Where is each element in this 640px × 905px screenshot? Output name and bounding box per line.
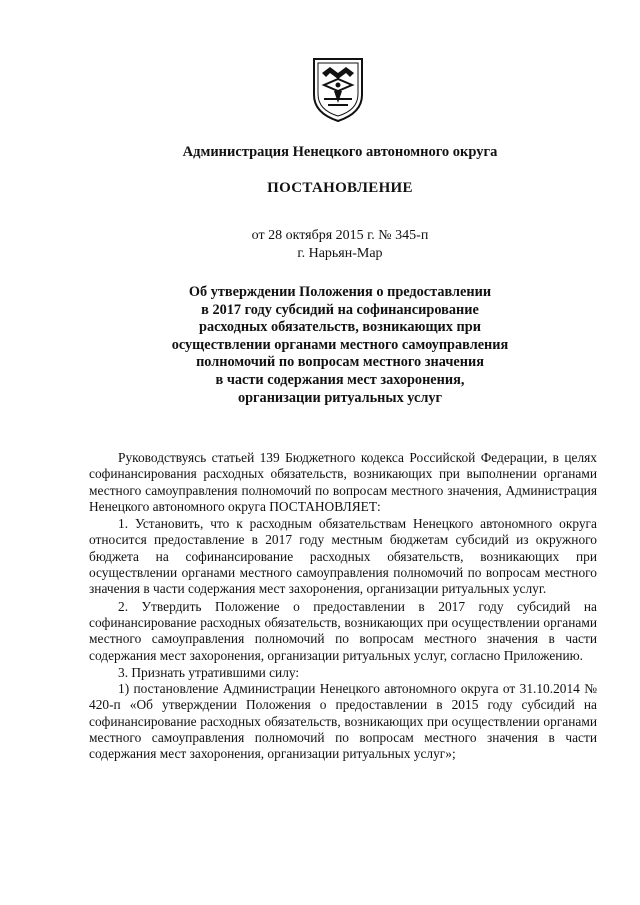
document-title [0, 284, 640, 407]
paragraph-item-3-1: 1) постановление Администрации Ненецкого автономного округа от 31.10.2014 № 420-п «Об утверждении Положения о предоставлении в 2015 году субсидий на софинансирование расходных обязательств, возникающих при осуществлении органами местного самоуправления полномочий по вопросам местного значения в части содержания мест захоронения, организации ритуальных услуг»; [89, 681, 597, 762]
document-type: ПОСТАНОВЛЕНИЕ [267, 180, 413, 196]
title-line: Об утверждении Положения о предоставлении [188, 284, 492, 300]
paragraph-item-3: 3. Признать утратившими силу: [118, 664, 300, 680]
title-line: организации ритуальных услуг [237, 389, 443, 406]
document-date-number: от 28 октября 2015 г. № 345-п [251, 228, 429, 243]
coat-of-arms-icon [310, 55, 366, 123]
title-line: осуществлении органами местного самоуправления [171, 336, 509, 353]
title-line: в 2017 году субсидий на софинансирование [201, 301, 479, 318]
paragraph-item-1: 1. Установить, что к расходным обязательствам Ненецкого автономного округа относится предоставление в 2017 году местным бюджетам субсидий из окружного бюджета на софинансирование расходных обязательств, возникающих при осуществлении органами местного самоуправления полномочий по вопросам местного значения в части содержания мест захоронения, организации ритуальных услуг. [89, 516, 597, 597]
title-line: полномочий по вопросам местного значения [196, 354, 484, 371]
paragraph-item-2: 2. Утвердить Положение о предоставлении в 2017 году субсидий на софинансирование расходных обязательств, возникающих при осуществлении органами местного самоуправления полномочий по вопросам местного значения в части содержания мест захоронения, организации ритуальных услуг, согласно Приложению. [89, 598, 597, 663]
document-body [89, 450, 597, 763]
preamble-paragraph: Руководствуясь статьей 139 Бюджетного кодекса Российской Федерации, в целях софинансирования расходных обязательств, возникающих при выполнении органами местного самоуправления полномочий по вопросам местного значения, Администрация Ненецкого автономного округа ПОСТАНОВЛЯЕТ: [89, 450, 597, 514]
title-line: в части содержания мест захоронения, [215, 371, 465, 388]
organization-name: Администрация Ненецкого автономного округа [182, 144, 498, 160]
title-line: расходных обязательств, возникающих при [199, 319, 481, 336]
document-city: г. Нарьян-Мар [297, 246, 383, 261]
